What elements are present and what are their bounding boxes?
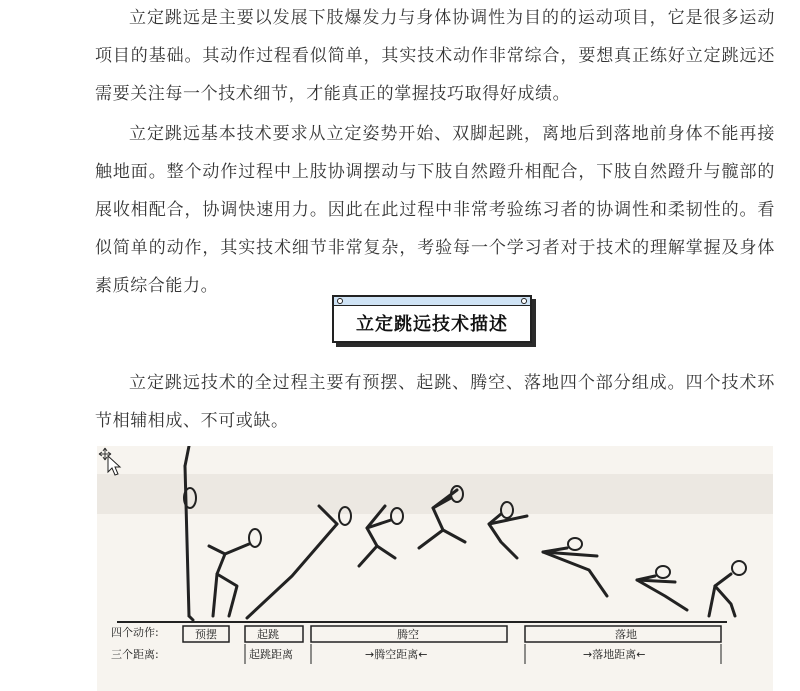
figure-7-icon (543, 538, 607, 596)
figure-2-icon (209, 529, 261, 616)
phase-label: 预摆 (195, 628, 217, 641)
phase-label: 腾空 (397, 628, 419, 641)
heading-text: 立定跳远技术描述 (356, 314, 508, 335)
cursor-move-icon (97, 446, 123, 476)
heading-dot-left-icon (337, 298, 343, 304)
distance-row (111, 644, 721, 664)
heading-dot-right-icon (521, 298, 527, 304)
jump-diagram-svg (97, 446, 773, 691)
row1-label: 四个动作: (111, 626, 159, 639)
phase-label: 落地 (615, 628, 637, 641)
distance-label: 起跳距离 (249, 648, 293, 661)
figure-3-icon (247, 506, 351, 618)
row2-label: 三个距离: (111, 648, 159, 661)
figure-1-icon (184, 446, 196, 620)
jump-diagram-image (97, 446, 773, 691)
paragraph-intro: 立定跳远是主要以发展下肢爆发力与身体协调性为目的的运动项目，它是很多运动项目的基础。其动作过程看似简单，其实技术动作非常综合，要想真正练好立定跳远还需要关注每一个技术细节，才能真正的掌握技巧取得好成绩。 (95, 8, 775, 104)
heading-titlebar (334, 297, 530, 306)
figure-4-icon (359, 506, 403, 566)
figure-8-icon (637, 566, 687, 610)
phase-label: 起跳 (257, 628, 279, 641)
paragraph-technique: 立定跳远基本技术要求从立定姿势开始、双脚起跳，离地后到落地前身体不能再接触地面。整个动作过程中上肢协调摆动与下肢自然蹬升相配合，下肢自然蹬升与髋部的展收相配合，协调快速用力。因此在此过程中非常考验练习者的协调性和柔韧性的。看似简单的动作，其实技术细节非常复杂，考验每一个学习者对于技术的理解掌握及身体素质综合能力。 (95, 124, 775, 296)
stick-figure-sequence-icon (184, 446, 746, 620)
section-heading (332, 295, 532, 343)
paragraph-phases: 立定跳远技术的全过程主要有预摆、起跳、腾空、落地四个部分组成。四个技术环节相辅相成、不可或缺。 (95, 373, 775, 431)
phase-row (111, 625, 721, 642)
figure-9-icon (709, 561, 746, 616)
distance-label: →落地距离← (583, 648, 646, 661)
distance-label: →腾空距离← (365, 648, 428, 661)
